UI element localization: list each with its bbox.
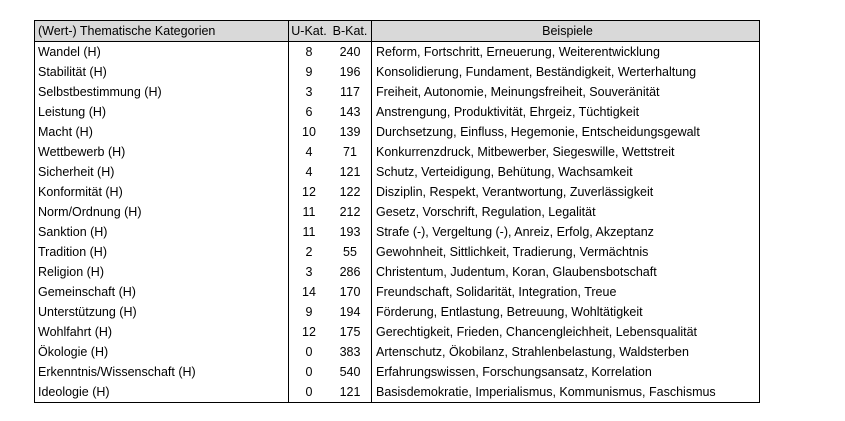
cell-category: Unterstützung (H)	[35, 302, 289, 322]
categories-table	[34, 20, 760, 403]
header-row	[35, 21, 760, 42]
cell-category: Norm/Ordnung (H)	[35, 202, 289, 222]
cell-examples: Erfahrungswissen, Forschungsansatz, Korrelation	[372, 362, 760, 382]
cell-b-kat: 212	[329, 202, 372, 222]
cell-b-kat: 286	[329, 262, 372, 282]
table-row	[35, 102, 760, 122]
table-row	[35, 382, 760, 403]
cell-examples: Freundschaft, Solidarität, Integration, Treue	[372, 282, 760, 302]
table-row	[35, 262, 760, 282]
cell-u-kat: 9	[305, 305, 313, 319]
table-row	[35, 242, 760, 262]
cell-u-kat: 0	[305, 365, 313, 379]
cell-b-kat: 170	[329, 282, 372, 302]
cell-examples: Konkurrenzdruck, Mitbewerber, Siegeswille, Wettstreit	[372, 142, 760, 162]
cell-b-kat: 143	[329, 102, 372, 122]
cell-b-kat: 121	[329, 382, 372, 403]
cell-b-kat: 175	[329, 322, 372, 342]
table-row	[35, 82, 760, 102]
header-u-kat: U-Kat.	[289, 21, 330, 42]
cell-u-kat: 6	[305, 105, 313, 119]
cell-u-kat: 9	[305, 65, 313, 79]
cell-category: Tradition (H)	[35, 242, 289, 262]
cell-examples: Konsolidierung, Fundament, Beständigkeit, Werterhaltung	[372, 62, 760, 82]
cell-b-kat: 540	[329, 362, 372, 382]
cell-u-kat: 8	[305, 45, 313, 59]
table-row	[35, 62, 760, 82]
cell-category: Erkenntnis/Wissenschaft (H)	[35, 362, 289, 382]
cell-u-kat: 4	[305, 145, 313, 159]
cell-examples: Durchsetzung, Einfluss, Hegemonie, Entscheidungsgewalt	[372, 122, 760, 142]
table-body	[35, 42, 760, 403]
cell-category: Gemeinschaft (H)	[35, 282, 289, 302]
table-row	[35, 142, 760, 162]
cell-category: Macht (H)	[35, 122, 289, 142]
table-row	[35, 162, 760, 182]
table-row	[35, 42, 760, 63]
cell-examples: Freiheit, Autonomie, Meinungsfreiheit, Souveränität	[372, 82, 760, 102]
cell-u-kat: 11	[302, 225, 316, 239]
cell-category: Wandel (H)	[35, 42, 289, 63]
cell-examples: Strafe (-), Vergeltung (-), Anreiz, Erfolg, Akzeptanz	[372, 222, 760, 242]
cell-category: Ideologie (H)	[35, 382, 289, 403]
cell-examples: Gerechtigkeit, Frieden, Chancengleichheit, Lebensqualität	[372, 322, 760, 342]
table-row	[35, 282, 760, 302]
cell-b-kat: 193	[329, 222, 372, 242]
table-row	[35, 202, 760, 222]
table-row	[35, 122, 760, 142]
cell-examples: Gesetz, Vorschrift, Regulation, Legalität	[372, 202, 760, 222]
cell-b-kat: 71	[329, 142, 372, 162]
cell-u-kat: 3	[305, 265, 313, 279]
cell-b-kat: 240	[329, 42, 372, 63]
table-row	[35, 302, 760, 322]
cell-category: Sanktion (H)	[35, 222, 289, 242]
cell-examples: Gewohnheit, Sittlichkeit, Tradierung, Vermächtnis	[372, 242, 760, 262]
cell-category: Wohlfahrt (H)	[35, 322, 289, 342]
cell-u-kat: 11	[302, 205, 316, 219]
cell-b-kat: 121	[329, 162, 372, 182]
header-examples: Beispiele	[372, 21, 760, 42]
header-category: (Wert-) Thematische Kategorien	[35, 21, 289, 42]
cell-examples: Artenschutz, Ökobilanz, Strahlenbelastung, Waldsterben	[372, 342, 760, 362]
cell-examples: Christentum, Judentum, Koran, Glaubensbotschaft	[372, 262, 760, 282]
cell-b-kat: 117	[329, 82, 372, 102]
cell-examples: Schutz, Verteidigung, Behütung, Wachsamkeit	[372, 162, 760, 182]
cell-category: Konformität (H)	[35, 182, 289, 202]
cell-u-kat: 12	[302, 325, 316, 339]
cell-b-kat: 122	[329, 182, 372, 202]
cell-u-kat: 0	[289, 382, 330, 403]
table-row	[35, 342, 760, 362]
cell-b-kat: 383	[329, 342, 372, 362]
cell-b-kat: 196	[329, 62, 372, 82]
cell-examples: Basisdemokratie, Imperialismus, Kommunismus, Faschismus	[372, 382, 760, 403]
cell-category: Stabilität (H)	[35, 62, 289, 82]
cell-u-kat: 2	[305, 245, 313, 259]
cell-examples: Disziplin, Respekt, Verantwortung, Zuverlässigkeit	[372, 182, 760, 202]
cell-u-kat: 3	[305, 85, 313, 99]
table-row	[35, 362, 760, 382]
cell-examples: Förderung, Entlastung, Betreuung, Wohltätigkeit	[372, 302, 760, 322]
table-row	[35, 222, 760, 242]
cell-u-kat: 12	[302, 185, 316, 199]
cell-examples: Reform, Fortschritt, Erneuerung, Weiterentwicklung	[372, 42, 760, 63]
table-row	[35, 182, 760, 202]
cell-category: Leistung (H)	[35, 102, 289, 122]
cell-u-kat: 0	[305, 345, 313, 359]
cell-examples: Anstrengung, Produktivität, Ehrgeiz, Tüchtigkeit	[372, 102, 760, 122]
cell-b-kat: 139	[329, 122, 372, 142]
cell-b-kat: 55	[329, 242, 372, 262]
cell-category: Sicherheit (H)	[35, 162, 289, 182]
cell-u-kat: 14	[302, 285, 316, 299]
cell-u-kat: 10	[302, 125, 316, 139]
cell-category: Selbstbestimmung (H)	[35, 82, 289, 102]
header-b-kat: B-Kat.	[329, 21, 372, 42]
cell-category: Wettbewerb (H)	[35, 142, 289, 162]
cell-u-kat: 4	[305, 165, 313, 179]
table-row	[35, 322, 760, 342]
cell-category: Religion (H)	[35, 262, 289, 282]
cell-category: Ökologie (H)	[35, 342, 289, 362]
cell-b-kat: 194	[329, 302, 372, 322]
